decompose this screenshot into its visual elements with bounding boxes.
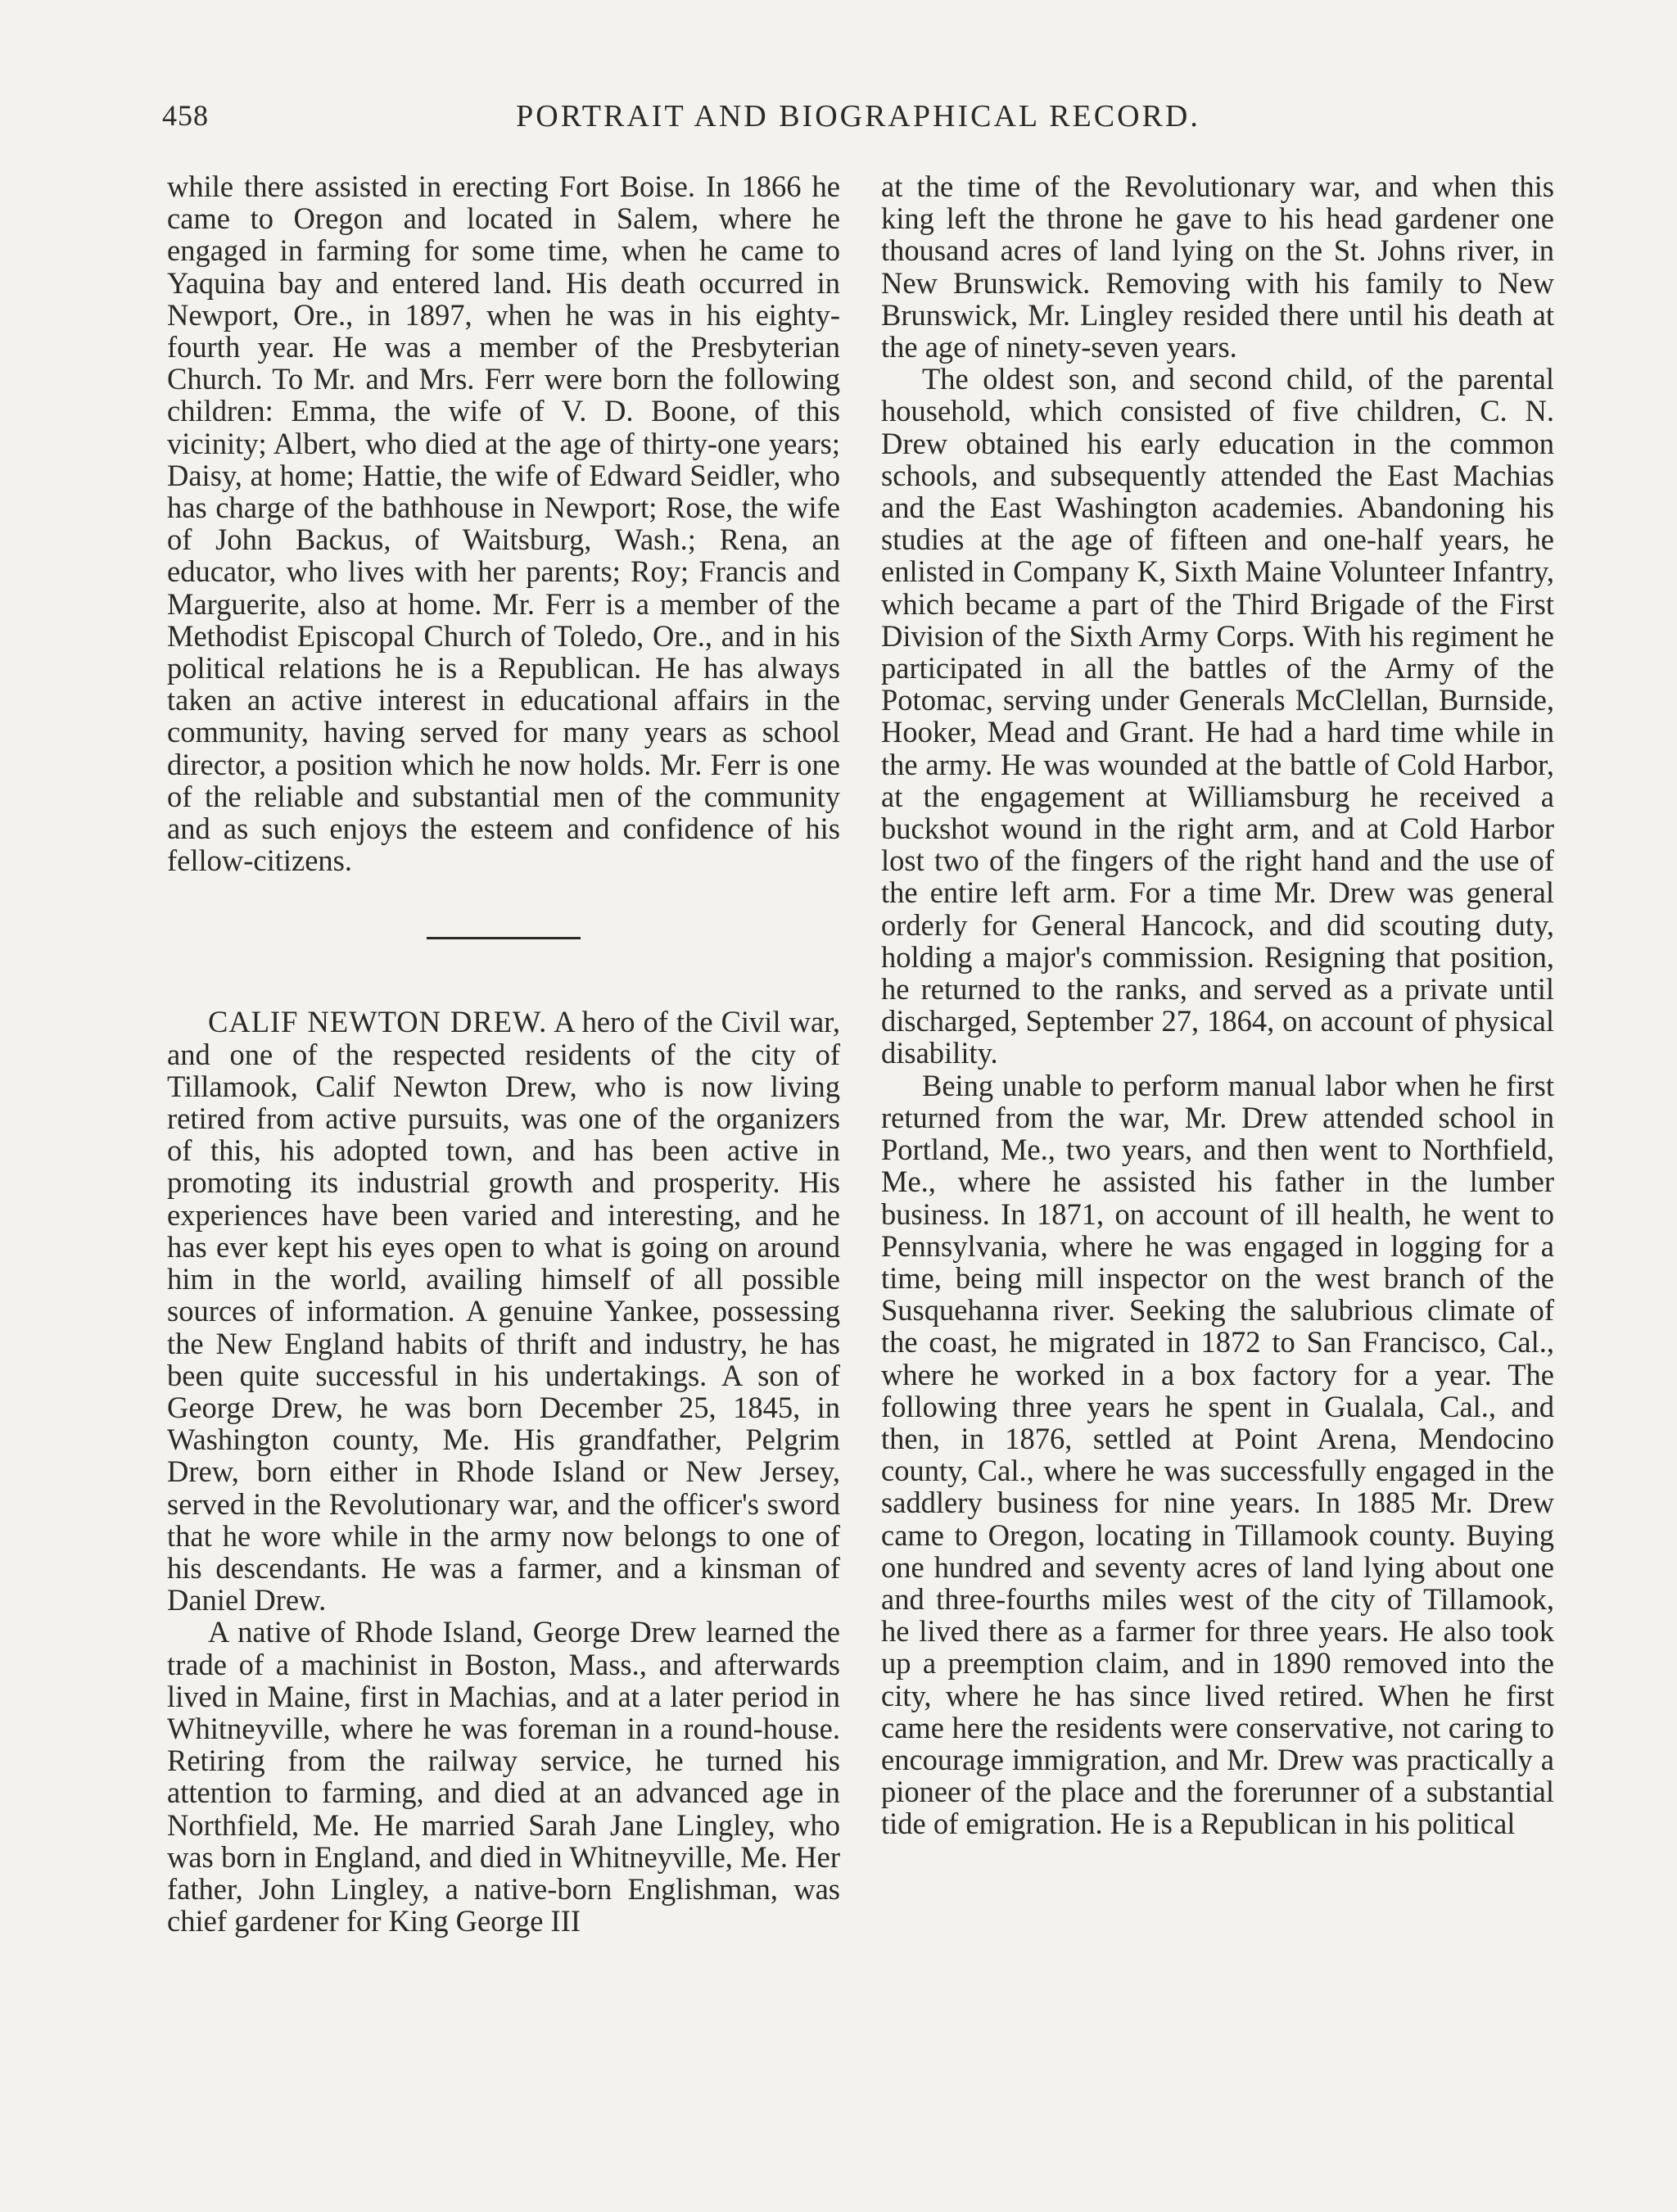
page-header [162, 98, 1554, 139]
paragraph-george-drew: A native of Rhode Island, George Drew learned the trade of a machinist in Boston, Mass., and afterwards lived in Maine, first in Machias, and at a later period in Whitneyville, where he was foreman in a round-house. Retiring from the railway service, he turned his attention to farming, and died at an advanced age in Northfield, Me. He married Sarah Jane Lingley, who was born in England, and died in Whitneyville, Me. Her father, John Lingley, a native-born Englishman, was chief gardener for King George III [167, 1615, 840, 1938]
paragraph-lingley-continued: at the time of the Revolutionary war, and when this king left the throne he gave to his head gardener one thousand acres of land lying on the St. Johns river, in New Brunswick. Removing with his family to New Brunswick, Mr. Lingley resided there until his death at the age of ninety-seven years. [881, 170, 1554, 364]
left-column [167, 170, 840, 1937]
paragraph-later-life: Being unable to perform manual labor when he first returned from the war, Mr. Drew attended school in Portland, Me., two years, and then went to Northfield, Me., where he assisted his father in the lumber business. In 1871, on account of ill health, he went to Pennsylvania, where he was engaged in logging for a time, being mill inspector on the west branch of the Susquehanna river. Seeking the salubrious climate of the coast, he migrated in 1872 to San Francisco, Cal., where he worked in a box factory for a year. The following three years he spent in Gualala, Cal., and then, in 1876, settled at Point Arena, Mendocino county, Cal., where he was successfully engaged in the saddlery business for nine years. In 1885 Mr. Drew came to Oregon, locating in Tillamook county. Buying one hundred and seventy acres of land lying about one and three-fourths miles west of the city of Tillamook, he lived there as a farmer for three years. He also took up a preemption claim, and in 1890 removed into the city, where he has since lived retired. When he first came here the residents were conservative, not caring to encourage immigration, and Mr. Drew was practically a pioneer of the place and the forerunner of a substantial tide of emigration. He is a Republican in his political [881, 1068, 1554, 1841]
paragraph-military-service: The oldest son, and second child, of the parental household, which consisted of five children, C. N. Drew obtained his early education in the common schools, and subsequently attended the East Machias and the East Washington academies. Abandoning his studies at the age of fifteen and one-half years, he enlisted in Company K, Sixth Maine Volunteer Infantry, which became a part of the Third Brigade of the First Division of the Sixth Army Corps. With his regiment he participated in all the battles of the Army of the Potomac, serving under Generals McClellan, Burnside, Hooker, Mead and Grant. He had a hard time while in the army. He was wounded at the battle of Cold Harbor, at the engagement at Williamsburg he received a buckshot wound in the right arm, and at Cold Harbor lost two of the fingers of the right hand and the use of the entire left arm. For a time Mr. Drew was general orderly for General Hancock, and did scouting duty, holding a major's commission. Resigning that position, he returned to the ranks, and served as a private until discharged, September 27, 1864, on account of physical disability. [881, 362, 1554, 1070]
running-title: PORTRAIT AND BIOGRAPHICAL RECORD. [516, 99, 1200, 133]
paragraph-drew-intro [167, 1006, 840, 1616]
page-number: 458 [162, 99, 209, 132]
biography-subject-name: CALIF NEWTON DREW. [208, 1005, 548, 1039]
right-column [881, 170, 1554, 1840]
paragraph-drew-intro-text: A hero of the Civil war, and one of the respected residents of the city of Tillamook, Calif Newton Drew, who is now living retired from active pursuits, was one of the organizers of this, his adopted town, and has been active in promoting its industrial growth and prosperity. His experiences have been varied and interesting, and he has ever kept his eyes open to what is going on around him in the world, availing himself of all possible sources of information. A genuine Yankee, possessing the New England habits of thrift and industry, he has been quite successful in his undertakings. A son of George Drew, he was born December 25, 1845, in Washington county, Me. His grandfather, Pelgrim Drew, born either in Rhode Island or New Jersey, served in the Revolutionary war, and the officer's sword that he wore while in the army now belongs to one of his descendants. He was a farmer, and a kinsman of Daniel Drew. [167, 1005, 840, 1617]
section-divider [427, 937, 581, 939]
paragraph-ferr-continued: while there assisted in erecting Fort Boise. In 1866 he came to Oregon and located in Salem, where he engaged in farming for some time, when he came to Yaquina bay and entered land. His death occurred in Newport, Ore., in 1897, when he was in his eighty-fourth year. He was a member of the Presbyterian Church. To Mr. and Mrs. Ferr were born the following children: Emma, the wife of V. D. Boone, of this vicinity; Albert, who died at the age of thirty-one years; Daisy, at home; Hattie, the wife of Edward Seidler, who has charge of the bathhouse in Newport; Rose, the wife of John Backus, of Waitsburg, Wash.; Rena, an educator, who lives with her parents; Roy; Francis and Marguerite, also at home. Mr. Ferr is a member of the Methodist Episcopal Church of Toledo, Ore., and in his political relations he is a Republican. He has always taken an active interest in educational affairs in the community, having served for many years as school director, a position which he now holds. Mr. Ferr is one of the reliable and substantial men of the community and as such enjoys the esteem and confidence of his fellow-citizens. [167, 170, 840, 878]
